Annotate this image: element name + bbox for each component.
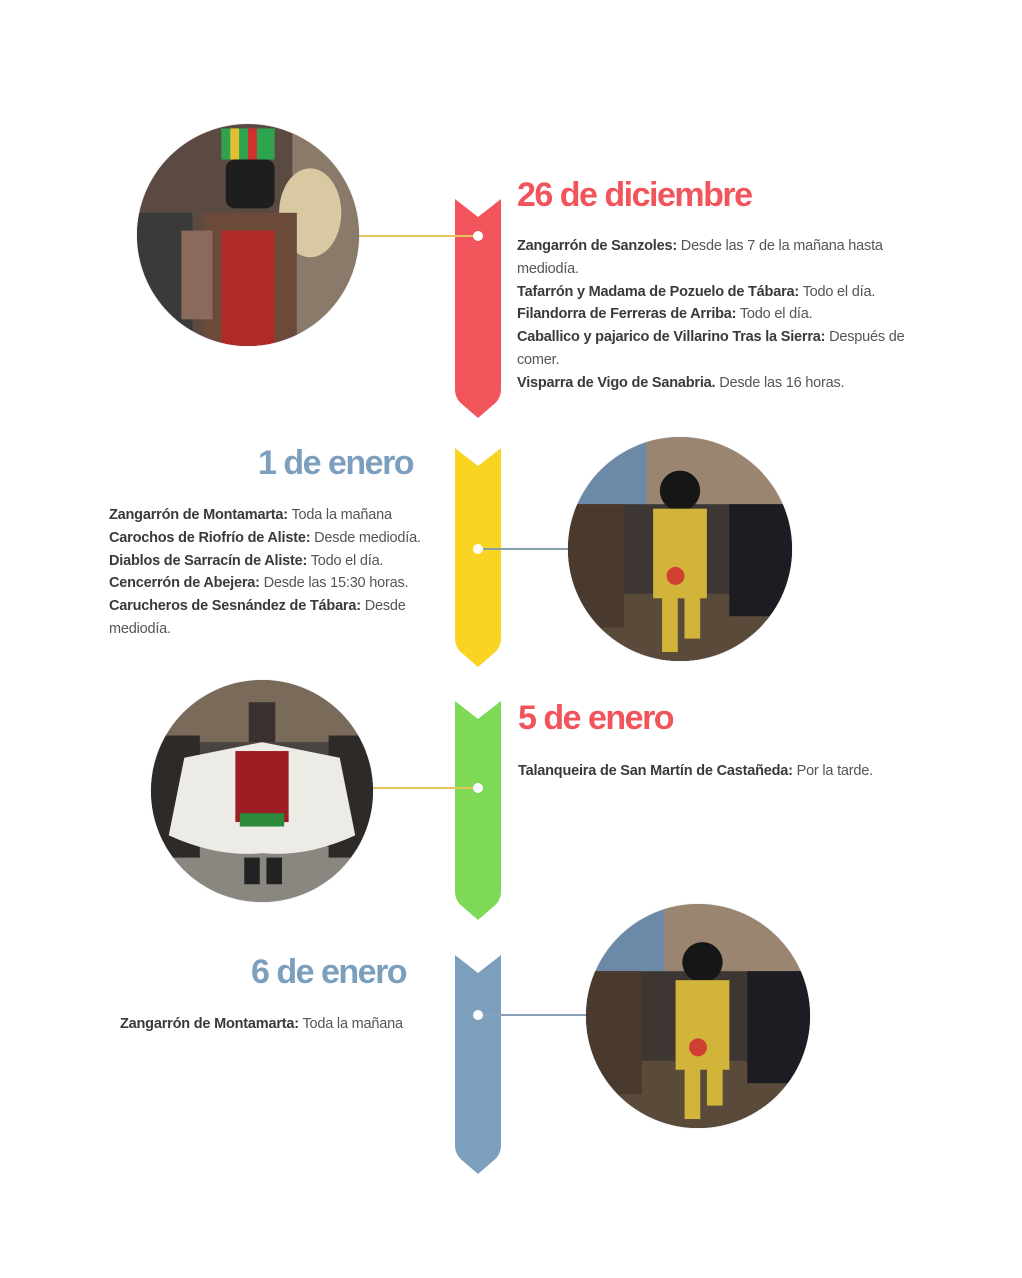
timeline-marker-green	[455, 701, 501, 921]
date-title: 5 de enero	[518, 699, 674, 737]
list-item: Talanqueira de San Martín de Castañeda: Por la tarde.	[518, 763, 873, 779]
timeline-marker-yellow	[455, 448, 501, 668]
timeline-marker-blue	[455, 955, 501, 1175]
event-list	[517, 235, 942, 395]
list-item: Zangarrón de Montamarta: Toda la mañana	[109, 507, 392, 523]
date-title: 1 de enero	[258, 444, 414, 482]
event-list	[109, 504, 454, 641]
connector-line	[372, 787, 478, 789]
timeline-dot	[473, 783, 483, 793]
connector-line	[478, 548, 570, 550]
timeline-dot	[473, 1010, 483, 1020]
zangarron-montamarta-photo	[568, 437, 792, 661]
list-item: Carochos de Riofrío de Aliste: Desde mediodía.	[109, 529, 421, 546]
list-item: Visparra de Vigo de Sanabria. Desde las 16 horas.	[517, 374, 845, 391]
list-item: Zangarrón de Montamarta: Toda la mañana	[120, 1016, 403, 1032]
list-item: Zangarrón de Sanzoles: Desde las 7 de la mañana hasta mediodía.	[517, 238, 883, 277]
timeline-dot	[473, 544, 483, 554]
talanqueira-photo	[151, 680, 373, 902]
connector-line	[358, 235, 478, 237]
zangarron-mask-photo	[137, 124, 359, 346]
list-item: Diablos de Sarracín de Aliste: Todo el día.	[109, 552, 384, 569]
event-list	[518, 760, 943, 783]
date-title: 26 de diciembre	[517, 176, 752, 214]
list-item: Tafarrón y Madama de Pozuelo de Tábara: Todo el día.	[517, 283, 876, 300]
list-item: Caballico y pajarico de Villarino Tras la Sierra: Después de comer.	[517, 329, 905, 368]
list-item: Cencerrón de Abejera: Desde las 15:30 horas.	[109, 575, 409, 592]
connector-line	[478, 1014, 588, 1016]
list-item: Filandorra de Ferreras de Arriba: Todo el día.	[517, 306, 813, 323]
timeline-dot	[473, 231, 483, 241]
list-item: Carucheros de Sesnández de Tábara: Desde mediodía.	[109, 598, 406, 637]
date-title: 6 de enero	[251, 953, 407, 991]
zangarron-montamarta-photo-2	[586, 904, 810, 1128]
event-list	[120, 1013, 450, 1036]
